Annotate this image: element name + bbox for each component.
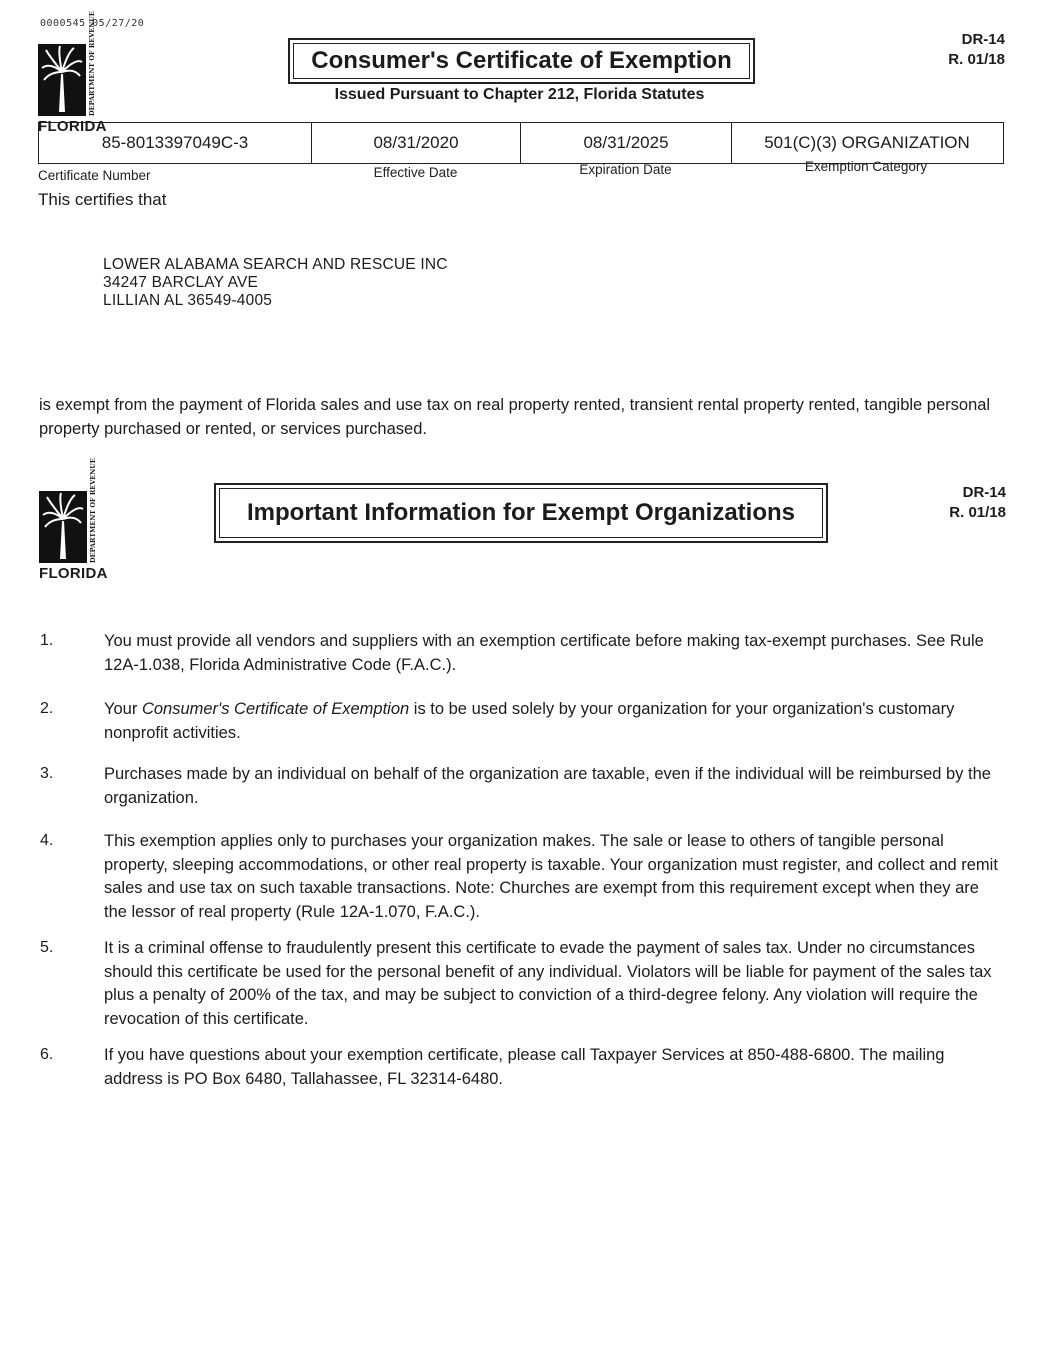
organization-address <box>103 256 448 310</box>
info-title: Important Information for Exempt Organizations <box>219 488 823 538</box>
florida-label: FLORIDA <box>38 118 107 135</box>
florida-label: FLORIDA <box>39 565 108 582</box>
expiration-date-value: 08/31/2025 <box>521 123 732 163</box>
info-title-box <box>214 483 828 543</box>
form-revision: R. 01/18 <box>949 504 1006 521</box>
document-stamp: 0000545 05/27/20 <box>40 18 145 29</box>
list-item <box>40 763 1010 823</box>
effective-date-value: 08/31/2020 <box>312 123 521 163</box>
certificate-title-box <box>288 38 755 84</box>
effective-date-label: Effective Date <box>373 165 458 180</box>
item-text: Your Consumer's Certificate of Exemption is to be used solely by your organization for your organization's customary nonprofit activities. <box>104 700 955 742</box>
department-label: DEPARTMENT OF REVENUE <box>88 11 96 116</box>
item-number: 2. <box>40 700 54 717</box>
item-number: 3. <box>40 765 54 782</box>
exemption-category-label: Exemption Category <box>804 159 928 174</box>
list-item <box>40 698 1010 758</box>
certifies-text: This certifies that <box>38 190 167 209</box>
certificate-subtitle: Issued Pursuant to Chapter 212, Florida Statutes <box>334 86 705 103</box>
expiration-date-label: Expiration Date <box>579 162 672 177</box>
item-text: You must provide all vendors and suppliers with an exemption certificate before making tax-exempt purchases. See Rule 12A-1.038, Florida Administrative Code (F.A.C.). <box>104 632 984 674</box>
department-label: DEPARTMENT OF REVENUE <box>89 458 97 563</box>
form-revision: R. 01/18 <box>948 51 1005 68</box>
exemption-category-value: 501(C)(3) ORGANIZATION <box>764 133 970 152</box>
certificate-title: Consumer's Certificate of Exemption <box>293 43 750 79</box>
list-item <box>40 937 1010 1037</box>
item-text: If you have questions about your exemption certificate, please call Taxpayer Services at 850-488-6800. The mailing address is PO Box 6480, Tallahassee, FL 32314-6480. <box>104 1046 945 1088</box>
certificate-number-label: Certificate Number <box>38 168 151 183</box>
list-item <box>40 630 1010 690</box>
item-number: 5. <box>40 939 54 956</box>
item-number: 4. <box>40 832 54 849</box>
florida-dor-logo-2 <box>39 458 108 582</box>
certificate-number-value: 85-8013397049C-3 <box>39 123 312 163</box>
item-text: It is a criminal offense to fraudulently present this certificate to evade the payment of sales tax. Under no circumstances should this certificate be used for the personal benefit of any individual. Violators will be liable for payment of the sales tax plus a penalty of 200% of the tax, and may be subject to conviction of a third-degree felony. Any violation will require the revocation of this certificate. <box>104 939 992 1028</box>
item-text: This exemption applies only to purchases your organization makes. The sale or lease to others of tangible personal property, sleeping accommodations, or other real property is taxable. Your organization must register, and collect and remit sales and use tax on such taxable transactions. Note: Churches are exempt from this requirement except when they are the lessor of real property (Rule 12A-1.070, F.A.C.). <box>104 832 998 921</box>
item-text: Purchases made by an individual on behalf of the organization are taxable, even if the individual will be reimbursed by the organization. <box>104 765 991 807</box>
form-number-block <box>948 30 1005 70</box>
info-form-number-block <box>949 483 1006 523</box>
item-number: 1. <box>40 632 54 649</box>
list-item <box>40 830 1010 930</box>
exemption-statement: is exempt from the payment of Florida sales and use tax on real property rented, transient rental property rented, tangible personal property purchased or rented, or services purchased. <box>39 396 991 438</box>
item-number: 6. <box>40 1046 54 1063</box>
address-city-state-zip: LILLIAN AL 36549-4005 <box>103 292 273 309</box>
list-item <box>40 1044 1010 1104</box>
palm-tree-icon <box>39 491 87 563</box>
organization-name: LOWER ALABAMA SEARCH AND RESCUE INC <box>103 256 448 273</box>
palm-tree-icon <box>38 44 86 116</box>
form-number: DR-14 <box>961 31 1005 48</box>
form-number: DR-14 <box>962 484 1006 501</box>
certificate-fields-grid <box>38 122 1004 164</box>
address-street: 34247 BARCLAY AVE <box>103 274 259 291</box>
